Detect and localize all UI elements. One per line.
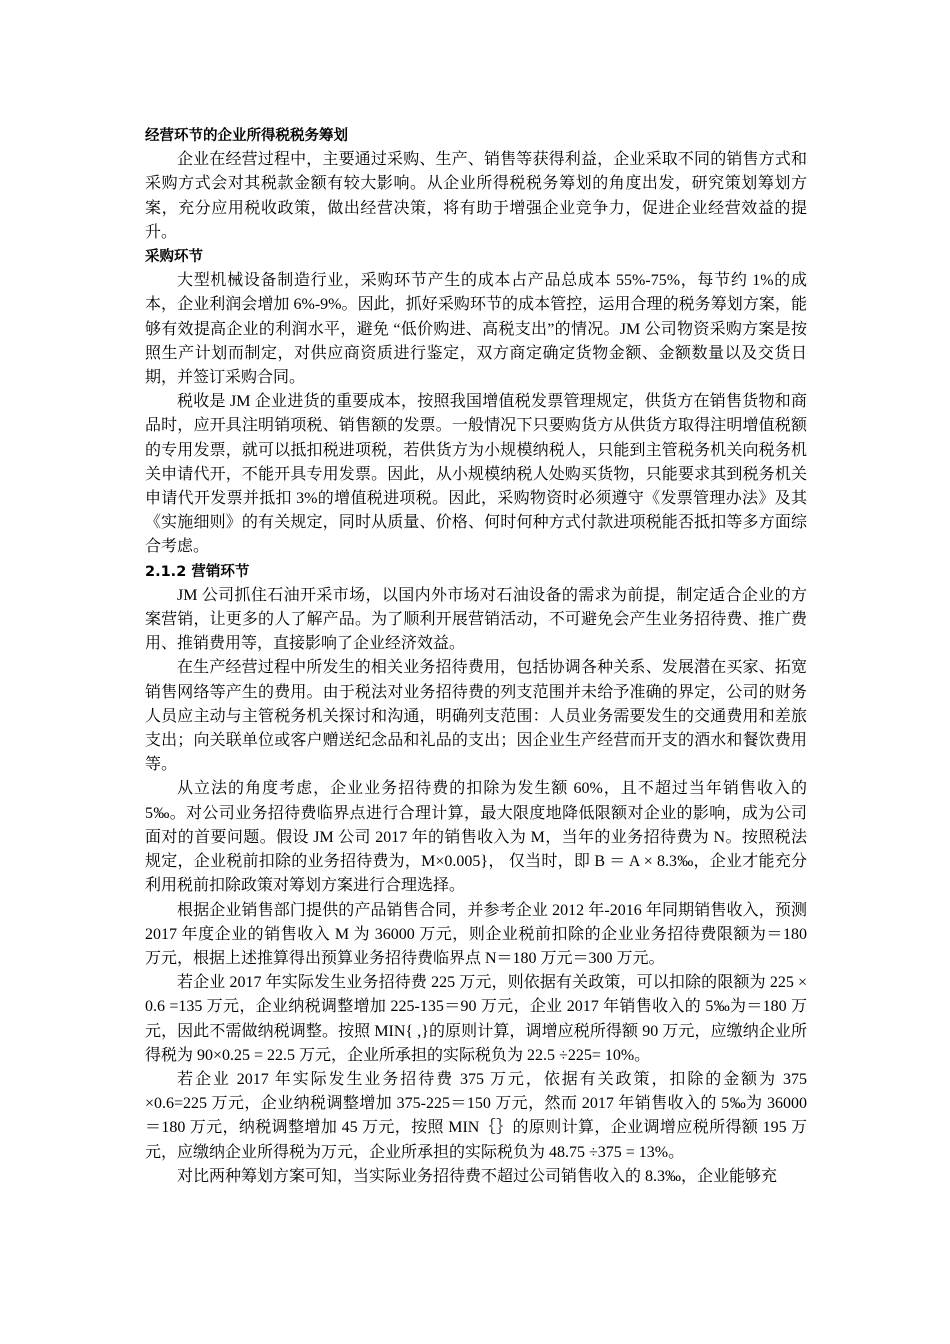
paragraph-intro: 企业在经营过程中，主要通过采购、生产、销售等获得利益，企业采取不同的销售方式和采购方式会对其税款金额有较大影响。从企业所得税税务筹划的角度出发，研究策划筹划方案，充分应用税收政策，做出经营决策，将有助于增强企业竞争力，促进企业经营效益的提升。	[145, 151, 807, 241]
section-heading-operations: 经营环节的企业所得税税务筹划	[145, 128, 348, 144]
paragraph-purchase-2: 税收是 JM 企业进货的重要成本，按照我国增值税发票管理规定，供货方在销售货物和商品时，应开具注明销项税、销售额的发票。一般情况下只要购货方从供货方取得注明增值税额的专用发票，就可以抵扣税进项税，若供货方为小规模纳税人，只能到主管税务机关向税务机关申请代开，不能开具专用发票。因此，从小规模纳税人处购买货物，只能要求其到税务机关申请代开发票并抵扣 3%的增值税进项税。因此，采购物资时必须遵守《发票管理办法》及其《实施细则》的有关规定，同时从质量、价格、何时何种方式付款进项税能否抵扣等多方面综合考虑。	[145, 393, 807, 556]
paragraph-marketing-3: 从立法的角度考虑，企业业务招待费的扣除为发生额 60%，且不超过当年销售收入的 5‰。对公司业务招待费临界点进行合理计算，最大限度地降低限额对企业的影响，成为公司面对的首要问题。假设 JM 公司 2017 年的销售收入为 M，当年的业务招待费为 N。按照税法规定，企业税前扣除的业务招待费为，M×0.005}， 仅当时，即 B ＝ A × 8.3‰，企业才能充分利用税前扣除政策对筹划方案进行合理选择。	[145, 780, 807, 895]
paragraph-marketing-2: 在生产经营过程中所发生的相关业务招待费用，包括协调各种关系、发展潜在买家、拓宽销售网络等产生的费用。由于税法对业务招待费的列支范围并未给予准确的界定，公司的财务人员应主动与主管税务机关探讨和沟通，明确列支范围：人员业务需要发生的交通费用和差旅支出；向关联单位或客户赠送纪念品和礼品的支出；因企业生产经营而开支的酒水和餐饮费用等。	[145, 659, 807, 774]
section-heading-purchase: 采购环节	[145, 249, 203, 266]
paragraph-marketing-5: 若企业 2017 年实际发生业务招待费 225 万元，则依据有关政策，可以扣除的限额为 225 × 0.6 =135 万元，企业纳税调整增加 225-135＝90 万元，企业 2017 年销售收入的 5‰为＝180 万元，因此不需做纳税调整。按照 MIN{ ,}的原则计算，调增应税所得额 90 万元，应缴纳企业所得税为 90×0.25 = 22.5 万元，企业所承担的实际税负为 22.5 ÷225= 10%。	[145, 974, 807, 1064]
paragraph-purchase-1: 大型机械设备制造行业，采购环节产生的成本占产品总成本 55%-75%，每节约 1%的成本，企业利润会增加 6%-9%。因此，抓好采购环节的成本管控，运用合理的税务筹划方案，能够有效提高企业的利润水平，避免 “低价购进、高税支出”的情况。JM 公司物资采购方案是按照生产计划而制定，对供应商资质进行鉴定，双方商定确定货物金额、金额数量以及交货日期，并签订采购合同。	[145, 272, 807, 387]
section-heading-marketing: 2.1.2 营销环节	[145, 563, 250, 580]
paragraph-marketing-4: 根据企业销售部门提供的产品销售合同，并参考企业 2012 年-2016 年同期销售收入，预测 2017 年度企业的销售收入 M 为 36000 万元，则企业税前扣除的企业业务招待费限额为＝180 万元，根据上述推算得出预算业务招待费临界点 N＝180 万元＝300 万元。	[145, 901, 807, 967]
paragraph-marketing-7: 对比两种筹划方案可知，当实际业务招待费不超过公司销售收入的 8.3‰，企业能够充	[177, 1167, 778, 1185]
paragraph-marketing-1: JM 公司抓住石油开采市场，以国内外市场对石油设备的需求为前提，制定适合企业的方案营销，让更多的人了解产品。为了顺利开展营销活动，不可避免会产生业务招待费、推广费用、推销费用等，直接影响了企业经济效益。	[145, 586, 807, 653]
paragraph-marketing-6: 若企业 2017 年实际发生业务招待费 375 万元，依据有关政策，扣除的金额为 375 ×0.6=225 万元，企业纳税调整增加 375-225＝150 万元，然而 2017 年销售收入的 5‰为 36000 ＝180 万元，纳税调整增加 45 万元，按照 MIN｛｝的原则计算，企业调增应税所得额 195 万元，应缴纳企业所得税为万元，企业所承担的实际税负为 48.75 ÷375 = 13%。	[145, 1070, 807, 1161]
document-page	[145, 124, 807, 1189]
